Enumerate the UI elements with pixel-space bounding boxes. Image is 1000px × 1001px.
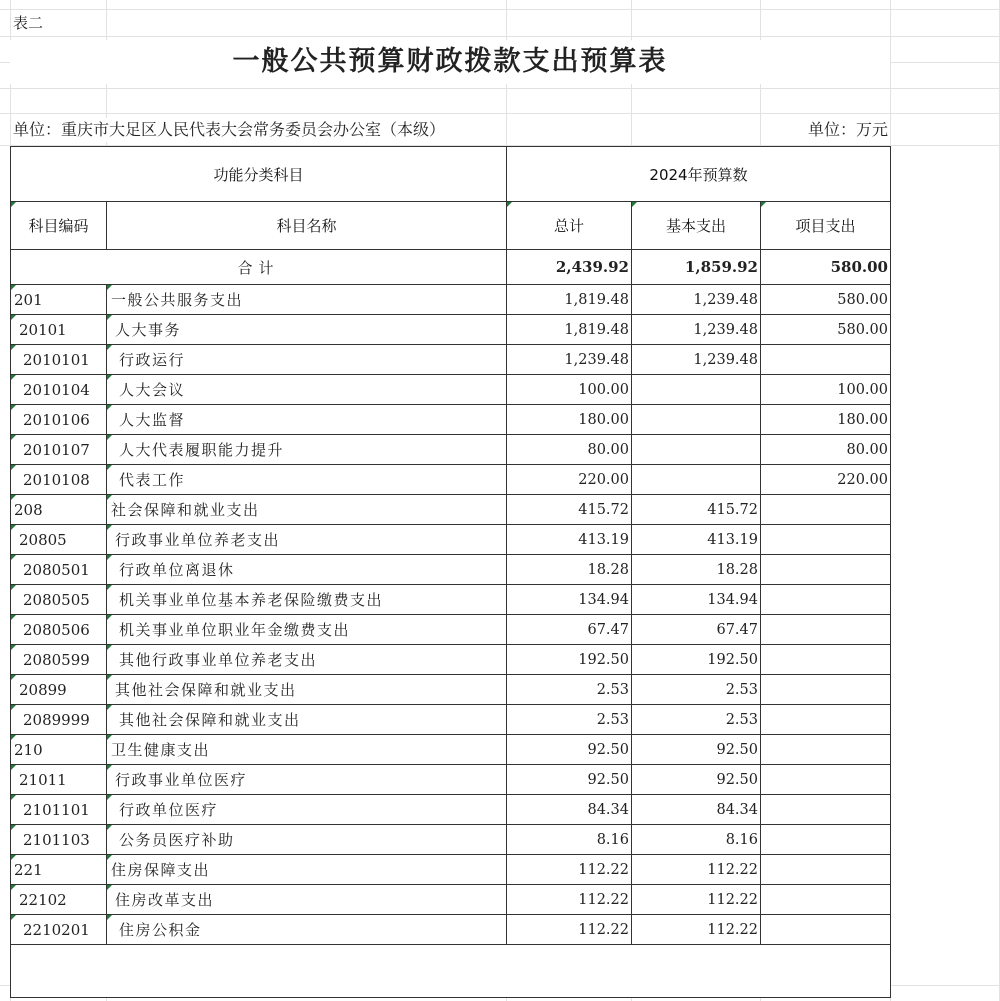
row-total: 1,239.48 [507, 345, 632, 375]
row-total: 1,819.48 [507, 315, 632, 345]
row-basic: 1,239.48 [632, 315, 761, 345]
row-total: 112.22 [507, 915, 632, 945]
row-total: 92.50 [507, 765, 632, 795]
budget-table [10, 146, 891, 998]
row-project [761, 645, 891, 675]
row-basic: 67.47 [632, 615, 761, 645]
table-row [11, 825, 891, 855]
row-basic: 92.50 [632, 765, 761, 795]
row-code: 20899 [11, 675, 107, 705]
row-name: 其他行政事业单位养老支出 [107, 645, 507, 675]
row-code: 20101 [11, 315, 107, 345]
row-name: 机关事业单位职业年金缴费支出 [107, 615, 507, 645]
row-name: 其他社会保障和就业支出 [107, 705, 507, 735]
row-total: 2.53 [507, 705, 632, 735]
total-row [11, 250, 891, 285]
table-row [11, 675, 891, 705]
row-name: 行政运行 [107, 345, 507, 375]
row-code: 2080501 [11, 555, 107, 585]
unit-currency: 单位：万元 [808, 118, 888, 142]
header-code: 科目编码 [11, 202, 107, 250]
table-row [11, 465, 891, 495]
row-basic: 84.34 [632, 795, 761, 825]
row-project [761, 585, 891, 615]
row-name: 人大事务 [107, 315, 507, 345]
row-name: 卫生健康支出 [107, 735, 507, 765]
row-name: 机关事业单位基本养老保险缴费支出 [107, 585, 507, 615]
row-project [761, 675, 891, 705]
row-project [761, 705, 891, 735]
row-code: 21011 [11, 765, 107, 795]
table-row [11, 495, 891, 525]
row-basic [632, 465, 761, 495]
row-name: 住房公积金 [107, 915, 507, 945]
row-basic: 92.50 [632, 735, 761, 765]
row-code: 2080505 [11, 585, 107, 615]
row-basic: 2.53 [632, 705, 761, 735]
row-project: 100.00 [761, 375, 891, 405]
table-row [11, 345, 891, 375]
row-project [761, 615, 891, 645]
row-basic: 1,239.48 [632, 345, 761, 375]
table-row [11, 705, 891, 735]
row-total: 220.00 [507, 465, 632, 495]
row-basic: 134.94 [632, 585, 761, 615]
row-name: 行政单位医疗 [107, 795, 507, 825]
table-row [11, 315, 891, 345]
row-project [761, 855, 891, 885]
row-total: 413.19 [507, 525, 632, 555]
row-basic: 112.22 [632, 915, 761, 945]
table-row [11, 645, 891, 675]
row-code: 221 [11, 855, 107, 885]
row-project: 180.00 [761, 405, 891, 435]
table-row [11, 585, 891, 615]
table-row [11, 375, 891, 405]
row-total: 415.72 [507, 495, 632, 525]
row-basic: 415.72 [632, 495, 761, 525]
row-project [761, 825, 891, 855]
row-basic: 8.16 [632, 825, 761, 855]
row-code: 20805 [11, 525, 107, 555]
total-total: 2,439.92 [507, 250, 632, 285]
header-function-class: 功能分类科目 [11, 147, 507, 202]
row-name: 代表工作 [107, 465, 507, 495]
row-total: 192.50 [507, 645, 632, 675]
row-total: 112.22 [507, 885, 632, 915]
unit-organization: 单位：重庆市大足区人民代表大会常务委员会办公室（本级） [13, 118, 445, 142]
row-project [761, 495, 891, 525]
blank-row [11, 945, 891, 998]
row-code: 2101101 [11, 795, 107, 825]
table-row [11, 855, 891, 885]
total-basic: 1,859.92 [632, 250, 761, 285]
row-name: 住房保障支出 [107, 855, 507, 885]
row-code: 2089999 [11, 705, 107, 735]
row-total: 134.94 [507, 585, 632, 615]
row-basic [632, 435, 761, 465]
row-project [761, 345, 891, 375]
header-total: 总计 [507, 202, 632, 250]
table-row [11, 915, 891, 945]
table-row [11, 525, 891, 555]
table-row [11, 795, 891, 825]
row-name: 社会保障和就业支出 [107, 495, 507, 525]
row-name: 行政事业单位医疗 [107, 765, 507, 795]
row-project: 580.00 [761, 285, 891, 315]
row-basic: 1,239.48 [632, 285, 761, 315]
row-name: 住房改革支出 [107, 885, 507, 915]
row-basic: 2.53 [632, 675, 761, 705]
row-total: 80.00 [507, 435, 632, 465]
row-basic: 413.19 [632, 525, 761, 555]
row-total: 8.16 [507, 825, 632, 855]
table-row [11, 285, 891, 315]
header-row-1 [11, 147, 891, 202]
total-label: 合计 [11, 250, 507, 285]
table-row [11, 735, 891, 765]
row-code: 201 [11, 285, 107, 315]
row-total: 92.50 [507, 735, 632, 765]
row-code: 2080599 [11, 645, 107, 675]
row-project: 580.00 [761, 315, 891, 345]
row-code: 2101103 [11, 825, 107, 855]
header-project: 项目支出 [761, 202, 891, 250]
row-name: 其他社会保障和就业支出 [107, 675, 507, 705]
row-name: 人大代表履职能力提升 [107, 435, 507, 465]
page-title: 一般公共预算财政拨款支出预算表 [10, 40, 890, 84]
row-basic: 112.22 [632, 885, 761, 915]
row-project [761, 885, 891, 915]
row-code: 2010104 [11, 375, 107, 405]
row-code: 2010106 [11, 405, 107, 435]
header-basic: 基本支出 [632, 202, 761, 250]
row-code: 2010108 [11, 465, 107, 495]
row-name: 行政事业单位养老支出 [107, 525, 507, 555]
row-code: 22102 [11, 885, 107, 915]
row-basic [632, 405, 761, 435]
row-total: 2.53 [507, 675, 632, 705]
row-code: 208 [11, 495, 107, 525]
row-code: 210 [11, 735, 107, 765]
row-total: 67.47 [507, 615, 632, 645]
table-row [11, 555, 891, 585]
row-total: 100.00 [507, 375, 632, 405]
row-project [761, 555, 891, 585]
row-code: 2010107 [11, 435, 107, 465]
row-project: 80.00 [761, 435, 891, 465]
row-name: 人大会议 [107, 375, 507, 405]
table-row [11, 765, 891, 795]
row-code: 2210201 [11, 915, 107, 945]
row-code: 2010101 [11, 345, 107, 375]
table-row [11, 405, 891, 435]
header-row-2 [11, 202, 891, 250]
row-name: 公务员医疗补助 [107, 825, 507, 855]
row-basic: 192.50 [632, 645, 761, 675]
row-total: 180.00 [507, 405, 632, 435]
blank-cell [11, 945, 891, 998]
row-code: 2080506 [11, 615, 107, 645]
row-project [761, 735, 891, 765]
row-total: 112.22 [507, 855, 632, 885]
row-basic: 112.22 [632, 855, 761, 885]
row-name: 一般公共服务支出 [107, 285, 507, 315]
row-total: 84.34 [507, 795, 632, 825]
header-name: 科目名称 [107, 202, 507, 250]
row-project [761, 525, 891, 555]
table-row [11, 615, 891, 645]
sheet-label: 表二 [13, 14, 44, 32]
table-row [11, 435, 891, 465]
row-project [761, 765, 891, 795]
row-basic [632, 375, 761, 405]
row-name: 人大监督 [107, 405, 507, 435]
row-project [761, 915, 891, 945]
table-row [11, 885, 891, 915]
row-name: 行政单位离退休 [107, 555, 507, 585]
row-total: 1,819.48 [507, 285, 632, 315]
row-basic: 18.28 [632, 555, 761, 585]
row-project [761, 795, 891, 825]
row-project: 220.00 [761, 465, 891, 495]
header-budget-year: 2024年预算数 [507, 147, 891, 202]
total-project: 580.00 [761, 250, 891, 285]
row-total: 18.28 [507, 555, 632, 585]
